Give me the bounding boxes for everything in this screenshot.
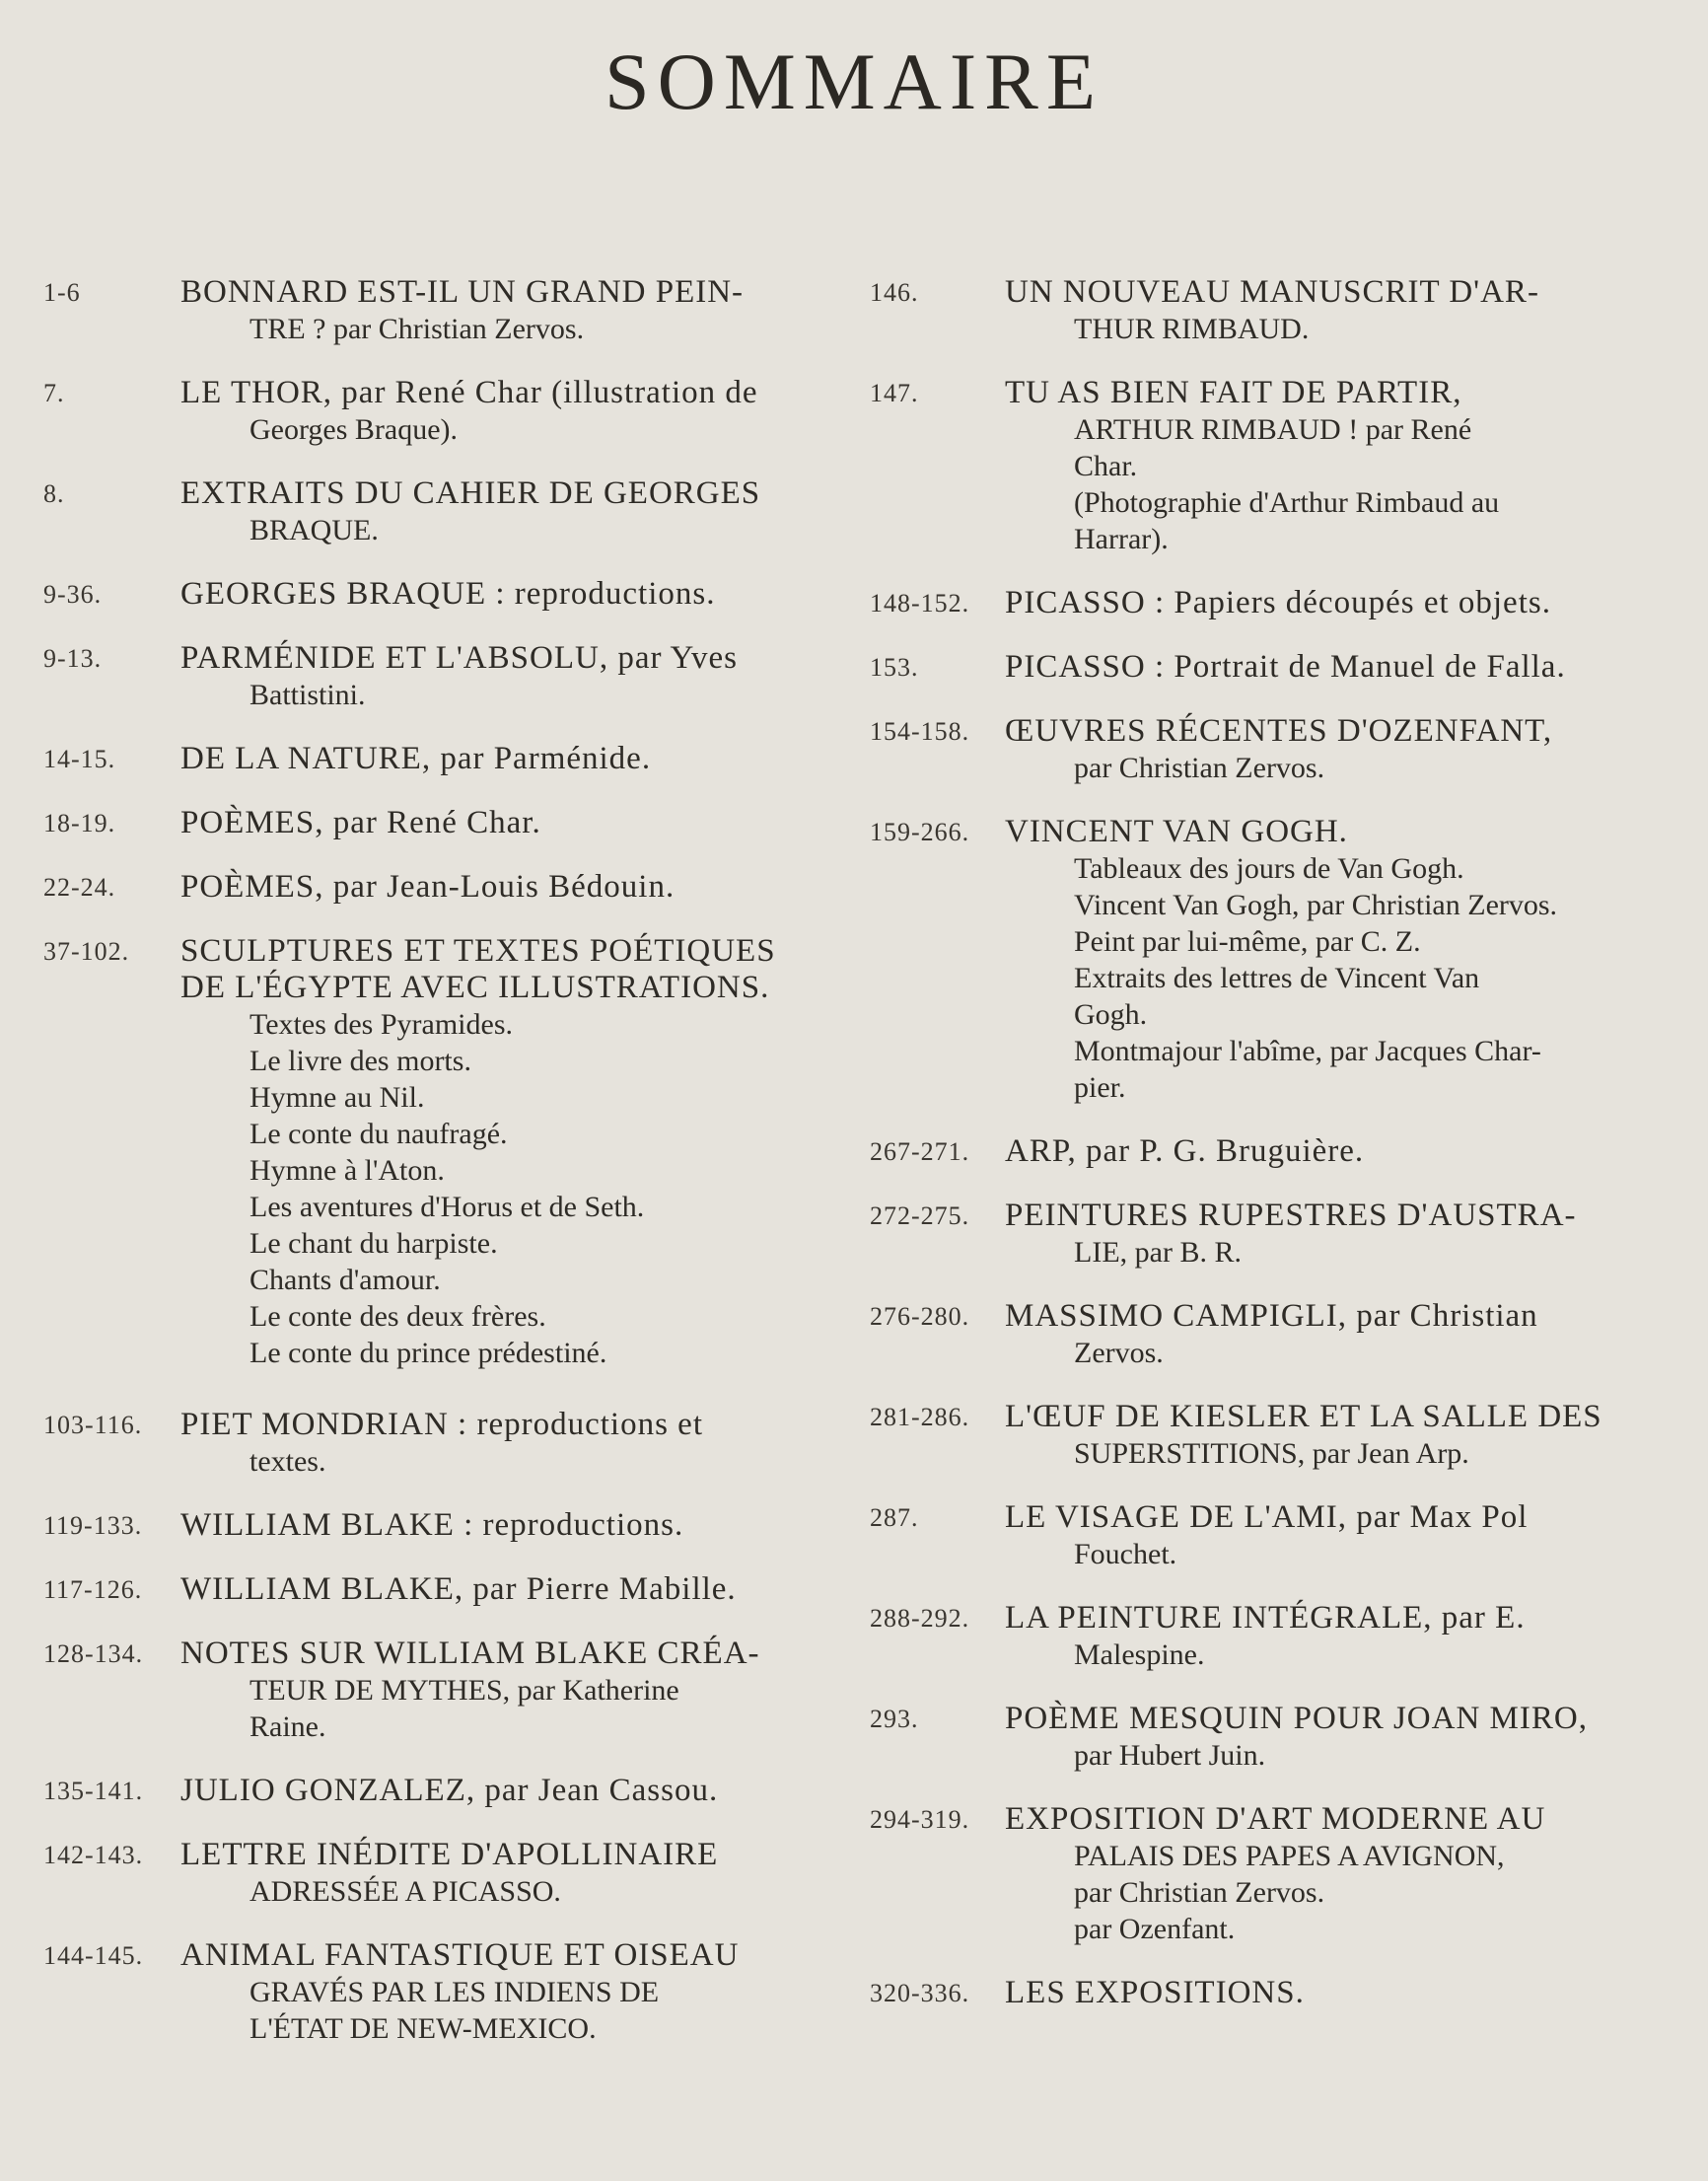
toc-entry-body <box>180 640 832 713</box>
toc-entry-body <box>1005 1600 1652 1673</box>
toc-entry-body <box>1005 375 1652 557</box>
toc-entry-body <box>180 375 832 448</box>
toc-entry <box>870 1701 1652 1774</box>
toc-entry-line: Char. <box>1074 450 1138 482</box>
toc-entry-line: par Christian Zervos. <box>1074 1876 1325 1909</box>
toc-entry-line: Hymne à l'Aton. <box>249 1154 445 1187</box>
toc-entry-body <box>180 970 832 1371</box>
toc-entry-line: PALAIS DES PAPES A AVIGNON, <box>1074 1840 1505 1872</box>
toc-entry-heading: EXPOSITION D'ART MODERNE AU <box>1005 1801 1546 1837</box>
toc-entry-heading: PICASSO : Papiers découpés et objets. <box>1005 585 1551 620</box>
toc-entry-pages: 281-286. <box>870 1403 970 1431</box>
toc-entry-pages: 14-15. <box>43 745 116 773</box>
toc-entry <box>870 1298 1652 1371</box>
toc-entry-heading: PIET MONDRIAN : reproductions et <box>180 1407 703 1442</box>
toc-entry-line: LIE, par B. R. <box>1074 1236 1242 1269</box>
toc-entry-heading: L'ŒUF DE KIESLER ET LA SALLE DES <box>1005 1399 1602 1434</box>
toc-entry-heading: ANIMAL FANTASTIQUE ET OISEAU <box>180 1937 740 1973</box>
toc-entry-heading: NOTES SUR WILLIAM BLAKE CRÉA- <box>180 1636 760 1671</box>
toc-entry <box>43 805 832 841</box>
toc-entry-pages: 103-116. <box>43 1411 143 1439</box>
toc-entry-pages: 147. <box>870 379 919 407</box>
toc-entry-heading: ARP, par P. G. Bruguière. <box>1005 1133 1365 1169</box>
toc-entry-heading: MASSIMO CAMPIGLI, par Christian <box>1005 1298 1538 1334</box>
toc-entry-pages: 144-145. <box>43 1941 144 1970</box>
toc-entry <box>43 869 832 906</box>
toc-entry-pages: 119-133. <box>43 1511 143 1540</box>
toc-entry <box>43 1407 832 1480</box>
toc-entry-heading: WILLIAM BLAKE : reproductions. <box>180 1507 684 1543</box>
toc-entry-line: pier. <box>1074 1071 1126 1104</box>
toc-entry-heading: BONNARD EST-IL UN GRAND PEIN- <box>180 274 745 310</box>
toc-entry-pages: 18-19. <box>43 809 116 837</box>
toc-entry-line: Extraits des lettres de Vincent Van <box>1074 962 1480 994</box>
toc-entry-heading: DE L'ÉGYPTE AVEC ILLUSTRATIONS. <box>180 970 770 1005</box>
toc-entry-heading: POÈME MESQUIN POUR JOAN MIRO, <box>1005 1701 1588 1736</box>
toc-entry-pages: 293. <box>870 1705 919 1733</box>
toc-entry-line: textes. <box>249 1445 326 1478</box>
toc-entry-heading: UN NOUVEAU MANUSCRIT D'AR- <box>1005 274 1539 310</box>
toc-entry-body <box>180 475 832 548</box>
toc-entry <box>870 1198 1652 1271</box>
toc-entry <box>43 375 832 448</box>
toc-entry <box>43 1773 832 1809</box>
toc-entry <box>43 1636 832 1745</box>
toc-entry-line: ARTHUR RIMBAUD ! par René <box>1074 413 1472 446</box>
toc-entry-pages: 37-102. <box>43 937 130 966</box>
toc-entry-line: par Christian Zervos. <box>1074 752 1325 784</box>
toc-entry-pages: 148-152. <box>870 589 970 618</box>
toc-entry-heading: DE LA NATURE, par Parménide. <box>180 741 652 776</box>
toc-entry <box>43 1837 832 1910</box>
toc-entry-line: Hymne au Nil. <box>249 1081 425 1114</box>
toc-entry <box>870 1975 1652 2011</box>
toc-entry-heading: PARMÉNIDE ET L'ABSOLU, par Yves <box>180 640 738 676</box>
toc-entry-pages: 7. <box>43 379 65 407</box>
toc-entry <box>43 576 832 613</box>
toc-entry-body <box>180 1937 832 2047</box>
toc-entry <box>870 1600 1652 1673</box>
toc-entry <box>43 933 832 970</box>
toc-entry-line: Fouchet. <box>1074 1538 1177 1570</box>
toc-entry <box>43 1571 832 1608</box>
toc-entry-heading: LETTRE INÉDITE D'APOLLINAIRE <box>180 1837 719 1872</box>
toc-entry <box>43 741 832 777</box>
toc-entry-body <box>180 576 832 613</box>
toc-entry-pages: 142-143. <box>43 1841 144 1869</box>
toc-entry-body <box>1005 585 1652 621</box>
toc-entry-pages: 267-271. <box>870 1137 970 1166</box>
toc-entry <box>870 375 1652 557</box>
toc-entry-body <box>180 1507 832 1544</box>
toc-entry-pages: 272-275. <box>870 1201 970 1230</box>
toc-left-column <box>43 274 832 2047</box>
toc-entry-heading: LE THOR, par René Char (illustration de <box>180 375 758 410</box>
toc-entry-heading: LE VISAGE DE L'AMI, par Max Pol <box>1005 1499 1529 1535</box>
toc-entry-body <box>1005 649 1652 686</box>
toc-right-column <box>870 274 1652 2011</box>
toc-entry <box>870 649 1652 686</box>
toc-entry <box>870 713 1652 786</box>
toc-entry-body <box>1005 1198 1652 1271</box>
toc-entry-heading: WILLIAM BLAKE, par Pierre Mabille. <box>180 1571 737 1607</box>
toc-entry-body <box>180 741 832 777</box>
toc-entry-pages: 1-6 <box>43 278 81 307</box>
toc-entry-line: Harrar). <box>1074 523 1169 555</box>
toc-entry-line: Georges Braque). <box>249 413 459 446</box>
toc-entry-pages: 9-13. <box>43 644 103 673</box>
toc-entry-line: Malespine. <box>1074 1638 1205 1671</box>
toc-entry-line: Le livre des morts. <box>249 1045 471 1077</box>
toc-entry-body <box>1005 1298 1652 1371</box>
toc-entry-line: Chants d'amour. <box>249 1264 441 1296</box>
toc-entry-pages: 8. <box>43 479 65 508</box>
toc-entry-pages: 154-158. <box>870 717 970 746</box>
toc-entry-body <box>1005 274 1652 347</box>
toc-entry-body <box>180 805 832 841</box>
toc-entry-line: ADRESSÉE A PICASSO. <box>249 1875 561 1908</box>
toc-entry-body <box>180 933 832 970</box>
toc-entry-heading: SCULPTURES ET TEXTES POÉTIQUES <box>180 933 776 969</box>
toc-entry-line: Battistini. <box>249 679 366 711</box>
page-title: SOMMAIRE <box>605 36 1103 126</box>
toc-entry-body <box>180 1636 832 1745</box>
toc-entry <box>870 274 1652 347</box>
toc-entry-line: THUR RIMBAUD. <box>1074 313 1310 345</box>
toc-entry-pages: 320-336. <box>870 1979 970 2007</box>
toc-entry <box>870 1133 1652 1170</box>
toc-entry-line: TRE ? par Christian Zervos. <box>249 313 585 345</box>
toc-entry-heading: EXTRAITS DU CAHIER DE GEORGES <box>180 475 761 511</box>
toc-entry-line: Peint par lui-même, par C. Z. <box>1074 925 1421 958</box>
toc-entry-pages: 153. <box>870 653 919 682</box>
toc-entry <box>43 640 832 713</box>
toc-entry-line: L'ÉTAT DE NEW-MEXICO. <box>249 2012 597 2045</box>
toc-entry-pages: 135-141. <box>43 1777 144 1805</box>
toc-entry <box>43 1507 832 1544</box>
toc-entry <box>870 585 1652 621</box>
toc-entry-heading: GEORGES BRAQUE : reproductions. <box>180 576 716 612</box>
toc-entry-body <box>180 1837 832 1910</box>
toc-entry <box>43 970 832 1371</box>
toc-entry-body <box>1005 814 1652 1106</box>
toc-entry-pages: 128-134. <box>43 1639 144 1668</box>
toc-entry-body <box>180 869 832 906</box>
toc-entry-line: Montmajour l'abîme, par Jacques Char- <box>1074 1035 1541 1067</box>
toc-entry <box>870 1801 1652 1947</box>
toc-entry <box>43 274 832 347</box>
toc-entry-heading: ŒUVRES RÉCENTES D'OZENFANT, <box>1005 713 1553 749</box>
toc-entry-pages: 159-266. <box>870 818 970 846</box>
toc-entry-line: Les aventures d'Horus et de Seth. <box>249 1191 645 1223</box>
toc-entry-body <box>1005 1499 1652 1572</box>
toc-entry-body <box>180 1571 832 1608</box>
toc-entry-heading: LA PEINTURE INTÉGRALE, par E. <box>1005 1600 1526 1636</box>
toc-entry-line: Le chant du harpiste. <box>249 1227 498 1260</box>
toc-entry-pages: 287. <box>870 1503 919 1532</box>
toc-entry-line: Gogh. <box>1074 998 1148 1031</box>
toc-entry-body <box>180 1773 832 1809</box>
toc-entry-body <box>1005 1399 1652 1472</box>
toc-entry <box>43 475 832 548</box>
toc-entry-body <box>1005 1975 1652 2011</box>
toc-entry-line: Le conte du prince prédestiné. <box>249 1337 607 1369</box>
toc-entry <box>870 814 1652 1106</box>
toc-entry-line: par Ozenfant. <box>1074 1913 1236 1945</box>
toc-entry-line: Le conte des deux frères. <box>249 1300 546 1333</box>
toc-entry-heading: VINCENT VAN GOGH. <box>1005 814 1348 849</box>
toc-entry-pages: 9-36. <box>43 580 103 609</box>
toc-entry-pages: 146. <box>870 278 919 307</box>
toc-entry-pages: 288-292. <box>870 1604 970 1633</box>
toc-entry-heading: PEINTURES RUPESTRES D'AUSTRA- <box>1005 1198 1577 1233</box>
toc-entry-pages: 22-24. <box>43 873 116 902</box>
toc-entry-heading: TU AS BIEN FAIT DE PARTIR, <box>1005 375 1462 410</box>
toc-entry-pages: 294-319. <box>870 1805 970 1834</box>
toc-entry-line: Textes des Pyramides. <box>249 1008 514 1041</box>
toc-entry <box>43 1937 832 2047</box>
toc-entry-pages: 276-280. <box>870 1302 970 1331</box>
toc-entry-line: Zervos. <box>1074 1337 1164 1369</box>
toc-entry-body <box>1005 1801 1652 1947</box>
toc-entry-heading: PICASSO : Portrait de Manuel de Falla. <box>1005 649 1566 685</box>
toc-entry-body <box>1005 1701 1652 1774</box>
toc-entry-heading: JULIO GONZALEZ, par Jean Cassou. <box>180 1773 719 1808</box>
toc-entry-heading: POÈMES, par René Char. <box>180 805 541 840</box>
toc-entry-body <box>1005 713 1652 786</box>
toc-entry-line: Vincent Van Gogh, par Christian Zervos. <box>1074 889 1558 921</box>
toc-entry-body <box>180 274 832 347</box>
toc-entry-line: GRAVÉS PAR LES INDIENS DE <box>249 1976 660 2008</box>
toc-entry-line: (Photographie d'Arthur Rimbaud au <box>1074 486 1500 519</box>
toc-entry-body <box>1005 1133 1652 1170</box>
toc-entry-line: Raine. <box>249 1710 326 1743</box>
toc-entry-heading: POÈMES, par Jean-Louis Bédouin. <box>180 869 676 905</box>
toc-entry-line: par Hubert Juin. <box>1074 1739 1266 1772</box>
toc-entry <box>870 1499 1652 1572</box>
toc-entry-line: Le conte du naufragé. <box>249 1118 508 1150</box>
toc-entry-line: BRAQUE. <box>249 514 379 546</box>
toc-entry-line: Tableaux des jours de Van Gogh. <box>1074 852 1464 885</box>
toc-entry-line: SUPERSTITIONS, par Jean Arp. <box>1074 1437 1469 1470</box>
toc-entry <box>870 1399 1652 1472</box>
toc-entry-body <box>180 1407 832 1480</box>
toc-entry-line: TEUR DE MYTHES, par Katherine <box>249 1674 679 1707</box>
toc-entry-pages: 117-126. <box>43 1575 143 1604</box>
toc-entry-heading: LES EXPOSITIONS. <box>1005 1975 1305 2010</box>
